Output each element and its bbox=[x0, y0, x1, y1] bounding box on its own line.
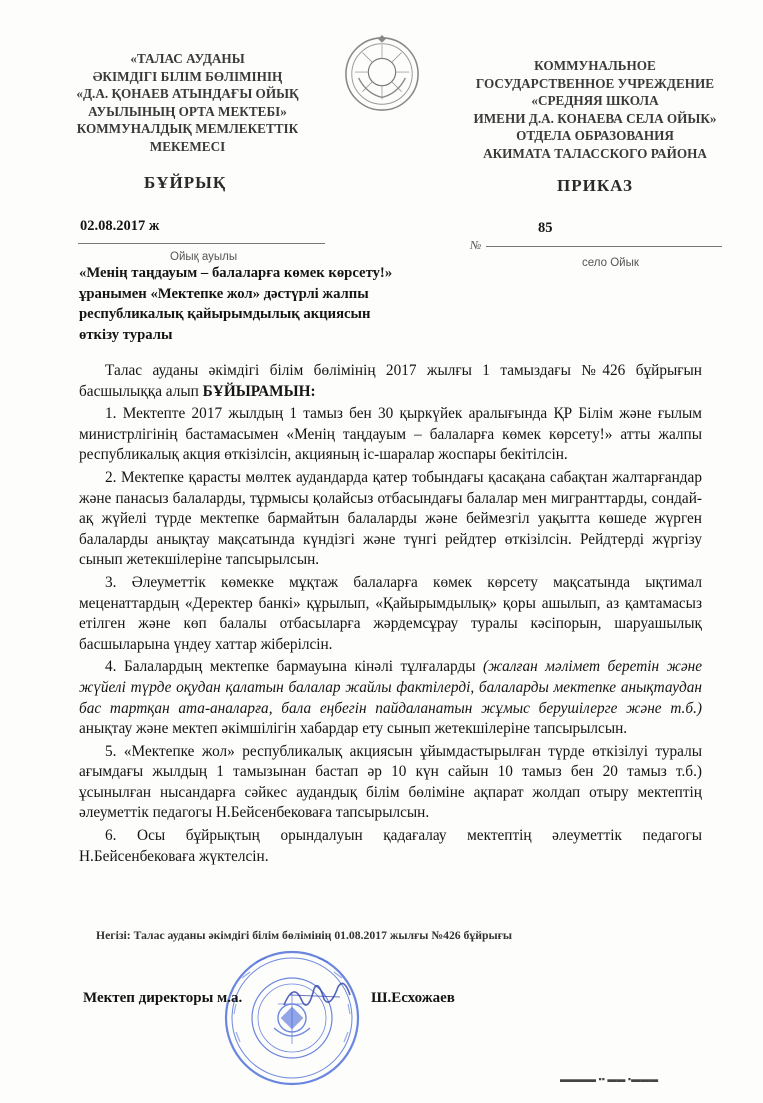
order-number: 85 bbox=[538, 220, 553, 236]
item4-end: анықтау және мектеп әкімшілігін хабардар ету сынып жетекшілеріне тапсырылсын. bbox=[79, 720, 628, 738]
order-item-4 bbox=[79, 657, 702, 739]
item4-italic: (жалған мәлімет беретін және жүйелі түрде оқудан қалатын балалар жайлы фактілерді, балаларды мектепке анықтаудан бас тартқан ата-аналарға, бала еңбегін пайдаланатын жұмыс берушілерге және т.б.) bbox=[79, 658, 702, 717]
state-emblem-icon bbox=[343, 34, 421, 114]
header-left-line: МЕКЕМЕСІ bbox=[149, 138, 226, 154]
order-item-3: 3. Әлеуметтік көмекке мұқтаж балаларға көмек көрсету мақсатында ықтимал меценаттардың «Деректер банкі» құрылып, «Қайырымдылық» қоры ашылып, аз қамтамасыз етілген және көп балалы отбасыларға жәрдемсұрау туралы кәсіпорын, шаруашылық басшыларына үндеу хаттар жіберілсін. bbox=[79, 573, 702, 653]
order-date: 02.08.2017 ж bbox=[80, 218, 160, 234]
order-item-1: 1. Мектепте 2017 жылдың 1 тамыз бен 30 қыркүйек аралығында ҚР Білім және ғылым министрлігінің бастамасымен «Менің таңдауым – балаларға көмек көрсету!» атты жалпы республикалық акция өткізілсін, акцияның іс-шаралар жоспары бекітілсін. bbox=[79, 405, 702, 464]
order-item-6: 6. Осы бұйрықтың орындалуын қадағалау мектептің әлеуметтік педагогы Н.Бейсенбековаға жүктелсін. bbox=[79, 827, 702, 865]
title-line: республикалық қайырымдылық акциясын bbox=[79, 306, 371, 322]
official-stamp-icon bbox=[222, 948, 362, 1088]
header-right-line: ИМЕНИ Д.А. КОНАЕВА СЕЛА ОЙЫК» bbox=[473, 110, 717, 126]
header-left-line: «ТАЛАС АУДАНЫ bbox=[130, 51, 245, 66]
header-left-kazakh bbox=[60, 50, 315, 155]
item4-start: 4. Балалардың мектепке бармауына кінәлі тұлғаларды bbox=[105, 658, 484, 676]
header-left-line: КОММУНАЛДЫҚ МЕМЛЕКЕТТІК bbox=[76, 121, 299, 136]
header-right-line: ОТДЕЛА ОБРАЗОВАНИЯ bbox=[516, 128, 674, 143]
header-right-russian bbox=[470, 57, 720, 162]
header-left-line: ӘКІМДІГІ БІЛІМ БӨЛІМІНІҢ bbox=[92, 68, 283, 84]
village-russian: село Ойык bbox=[582, 257, 639, 269]
doc-type-russian: ПРИКАЗ bbox=[557, 176, 633, 195]
header-right-line: КОММУНАЛЬНОЕ bbox=[534, 58, 656, 73]
village-kazakh: Ойық ауылы bbox=[170, 251, 238, 263]
header-right-line: АКИМАТА ТАЛАССКОГО РАЙОНА bbox=[483, 145, 707, 161]
signer-name: Ш.Есхожаев bbox=[371, 990, 455, 1006]
header-right-line: ГОСУДАРСТВЕННОЕ УЧРЕЖДЕНИЕ bbox=[475, 75, 715, 91]
order-body bbox=[79, 361, 702, 867]
preamble bbox=[79, 361, 702, 402]
date-underline bbox=[78, 243, 325, 244]
preamble-text: Талас ауданы әкімдігі білім бөлімінің 2017 жылғы 1 тамыздағы №426 бұйрығын басшылыққа алып bbox=[79, 362, 702, 400]
number-sign: № bbox=[470, 238, 482, 252]
order-title bbox=[79, 263, 459, 345]
doc-type-kazakh: БҰЙРЫҚ bbox=[144, 173, 227, 192]
number-underline bbox=[486, 246, 722, 247]
title-line: өткізу туралы bbox=[79, 326, 173, 343]
order-item-5: 5. «Мектепке жол» республикалық акциясын ұйымдастырылған түрде өткізілуі туралы ағымдағы жылдың 1 тамызынан бастап әр 10 күн сайын 10 тамыз бен 20 тамыз т.б.) ұсынылған нысандарға сәйкес аудандық білім бөліміне ақпарат жолдап отыру мектептің әлеуметтік педагогы Н.Бейсенбековаға тапсырылсын. bbox=[79, 742, 702, 822]
decree-word: БҰЙЫРАМЫН: bbox=[202, 382, 316, 400]
paper-brand-mark: ▬▬▬▬ ▪▪ ▬▬ ▪▬▬▬ bbox=[560, 1074, 659, 1084]
basis-note: Негізі: Талас ауданы әкімдігі білім бөлімінің 01.08.2017 жылғы №426 бұйрығы bbox=[96, 929, 513, 942]
header-left-line: «Д.А. ҚОНАЕВ АТЫНДАҒЫ ОЙЫҚ bbox=[76, 86, 299, 101]
title-line: ұранымен «Мектепке жол» дәстүрлі жалпы bbox=[79, 285, 369, 302]
header-right-line: «СРЕДНЯЯ ШКОЛА bbox=[531, 93, 659, 108]
order-item-2: 2. Мектепке қарасты мөлтек аудандарда қатер тобындағы қасақана сабақтан жалтарғандар және панасыз балаларды, тұрмысы қолайсыз отбасындағы балалар мен мигранттарды, сондай-ақ жүйелі түрде мектепке бармайтын балаларды және беймезгіл уақытта көшеде жүрген балаларды анықтау мақсатында күндізгі және түнгі рейдтер өткізілсін. Рейдтерді жүргізу сынып жетекшілеріне тапсырылсын. bbox=[79, 468, 702, 569]
header-left-line: АУЫЛЫНЫҢ ОРТА МЕКТЕБІ» bbox=[88, 103, 287, 119]
title-line: «Менің таңдауым – балаларға көмек көрсету!» bbox=[79, 265, 393, 281]
signature-icon bbox=[280, 975, 360, 1015]
signer-position: Мектеп директоры м.а. bbox=[83, 990, 243, 1006]
